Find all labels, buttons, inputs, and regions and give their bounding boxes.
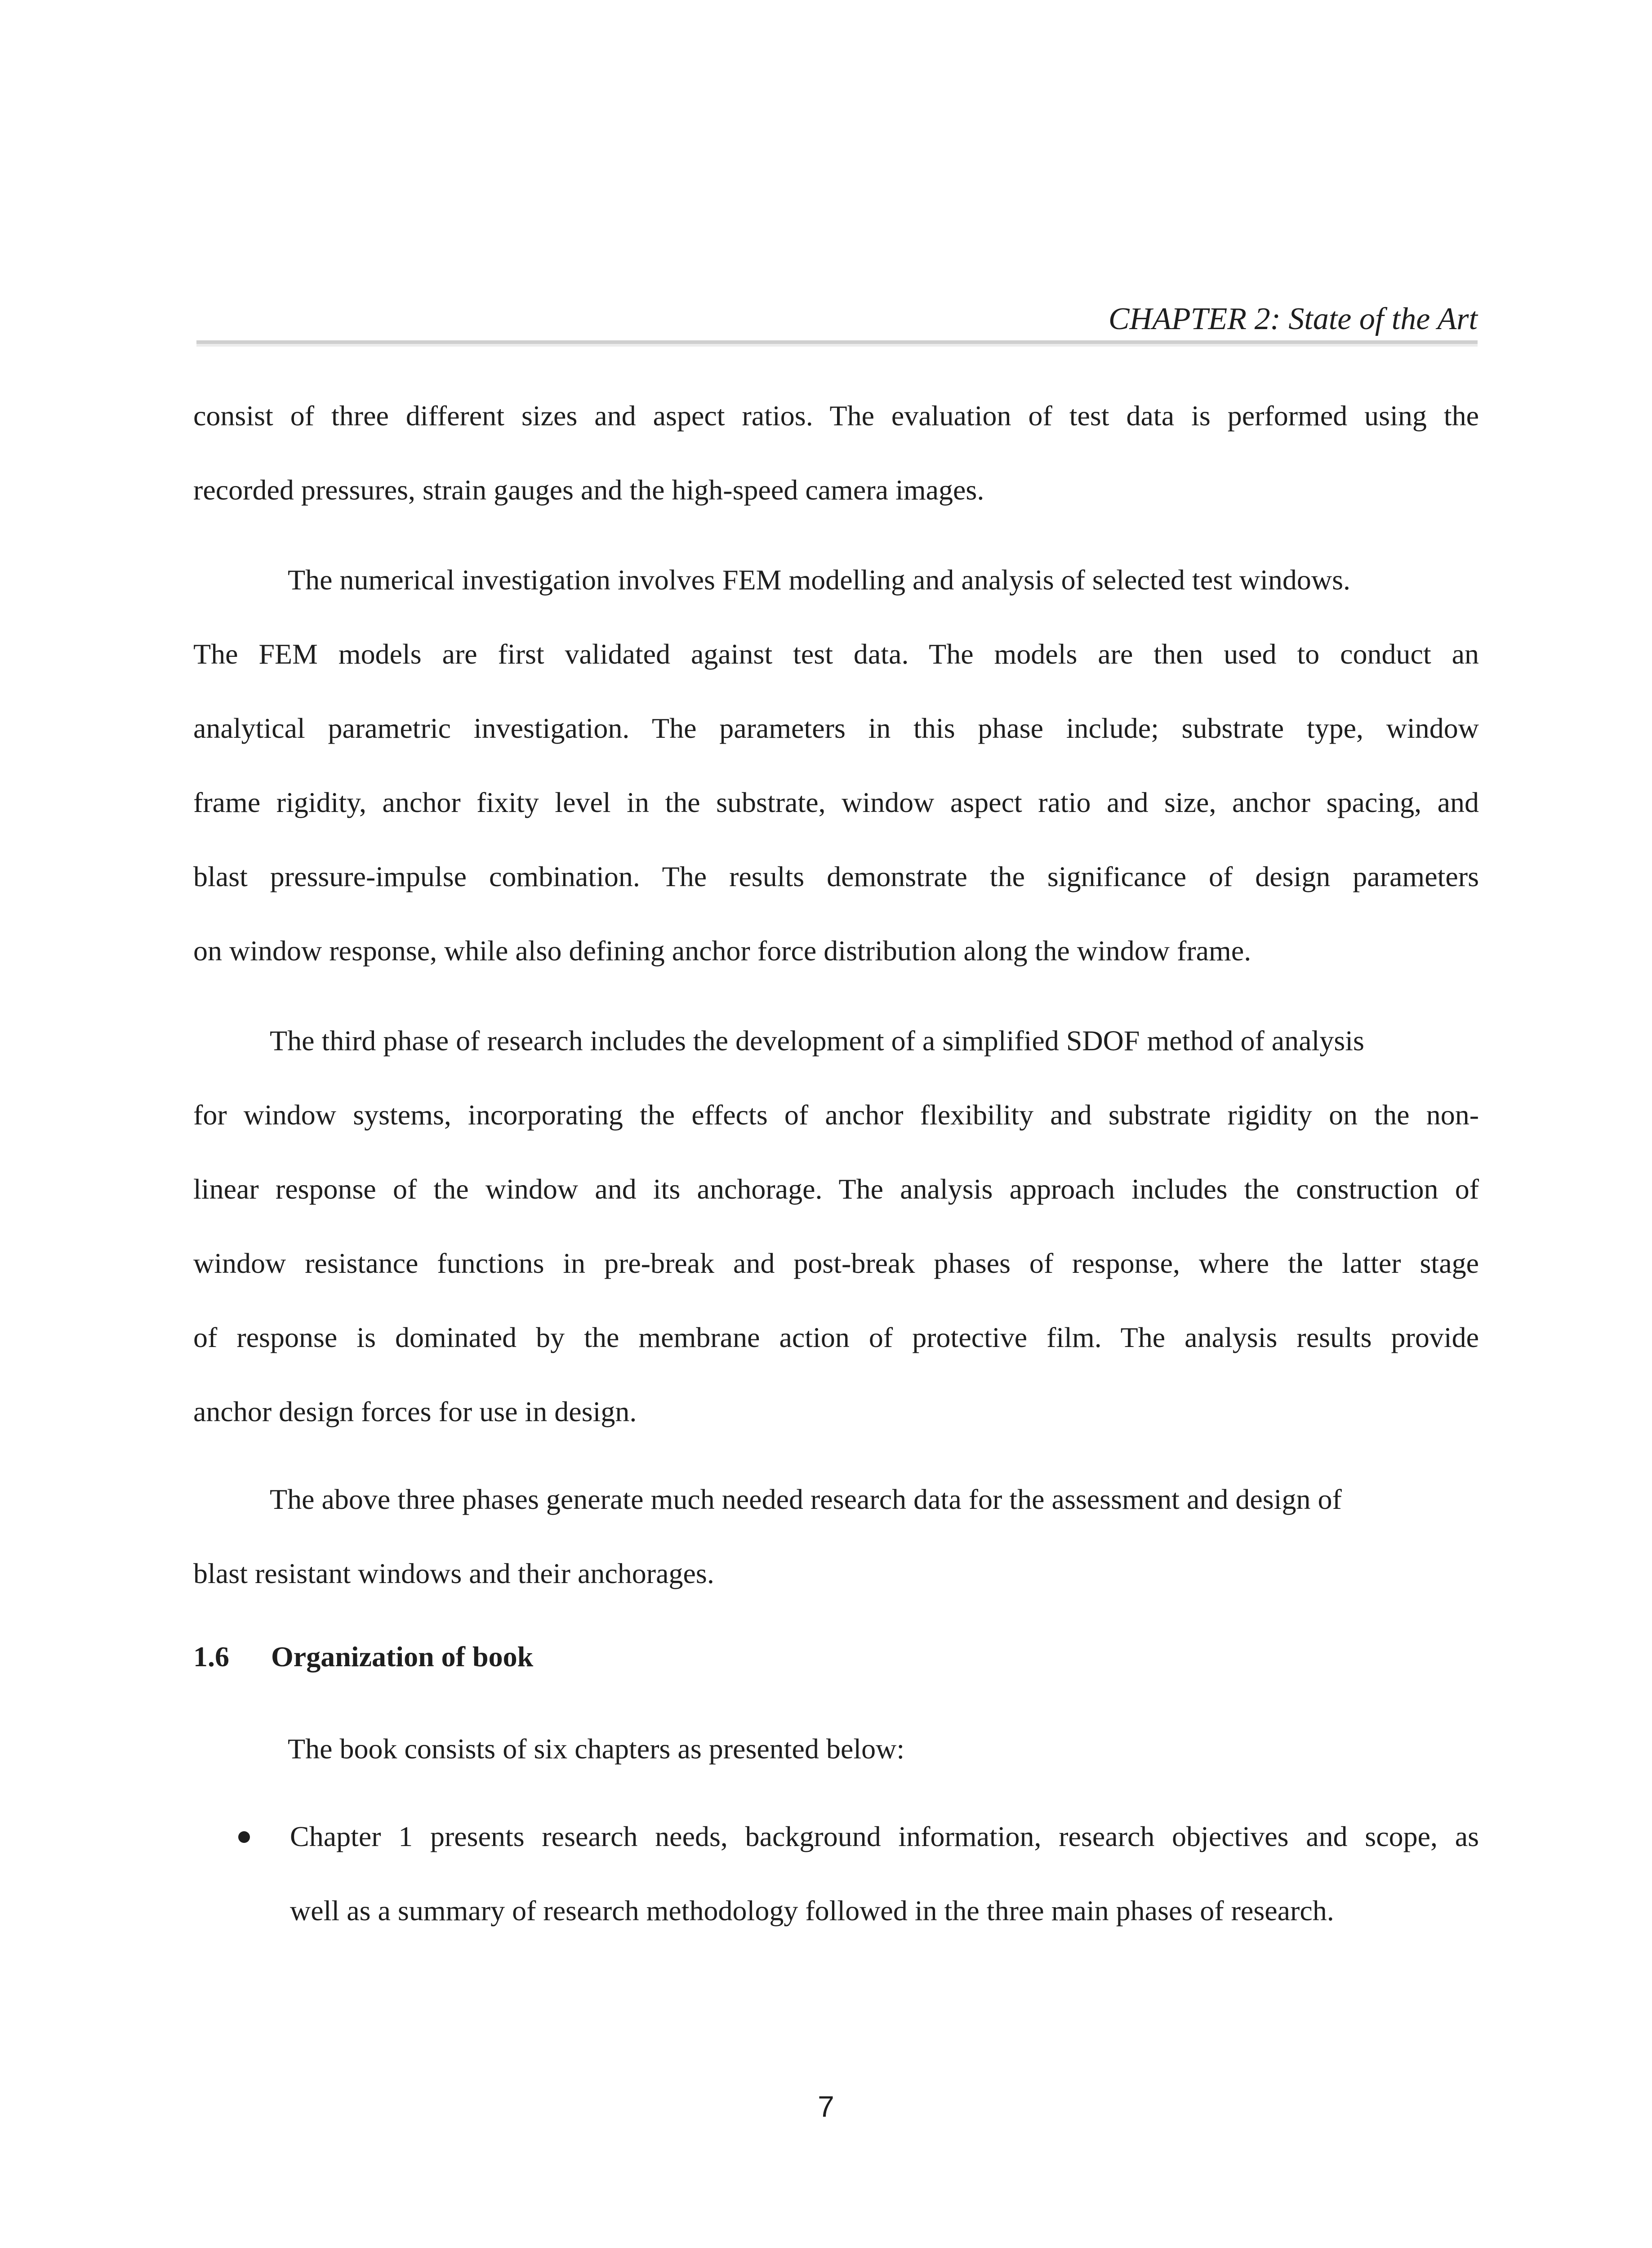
paragraph-3-line-1: The third phase of research includes the development of a simplified SDOF method of analysis [270,1025,1364,1057]
paragraph-2-line-3: analytical parametric investigation. The parameters in this phase include; substrate type, window [193,712,1479,744]
list-item-line-2: well as a summary of research methodology followed in the three main phases of research. [290,1895,1334,1927]
paragraph-3-line-3: linear response of the window and its anchorage. The analysis approach includes the construction of [193,1173,1479,1205]
paragraph-4-line-1: The above three phases generate much needed research data for the assessment and design of [270,1483,1342,1515]
paragraph-1-line-2: recorded pressures, strain gauges and the high-speed camera images. [193,474,984,506]
paragraph-3-line-4: window resistance functions in pre-break and post-break phases of response, where the latter stage [193,1247,1479,1279]
section-title: Organization of book [271,1641,534,1673]
paragraph-2-line-1: The numerical investigation involves FEM modelling and analysis of selected test windows. [288,564,1350,596]
running-head: CHAPTER 2: State of the Art [1108,302,1478,336]
header-rule [196,340,1478,347]
paragraph-3-line-2: for window systems, incorporating the effects of anchor flexibility and substrate rigidity on the non- [193,1099,1479,1131]
paragraph-1-line-1: consist of three different sizes and aspect ratios. The evaluation of test data is performed using the [193,400,1479,432]
paragraph-3-line-6: anchor design forces for use in design. [193,1396,637,1427]
section-intro: The book consists of six chapters as presented below: [288,1733,905,1765]
page-number: 7 [818,2090,834,2123]
paragraph-2-line-6: on window response, while also defining anchor force distribution along the window frame. [193,935,1251,967]
paragraph-2-line-2: The FEM models are first validated against test data. The models are then used to conduct an [193,638,1479,670]
section-number: 1.6 [193,1641,229,1673]
paragraph-3-line-5: of response is dominated by the membrane action of protective film. The analysis results provide [193,1321,1479,1353]
bullet-icon [238,1831,250,1843]
page-header [196,299,1478,344]
paragraph-2-line-5: blast pressure-impulse combination. The results demonstrate the significance of design parameters [193,861,1479,892]
list-item-line-1: Chapter 1 presents research needs, background information, research objectives and scope, as [290,1820,1479,1852]
paragraph-4-line-2: blast resistant windows and their anchorages. [193,1557,714,1589]
paragraph-2-line-4: frame rigidity, anchor fixity level in the substrate, window aspect ratio and size, anchor spacing, and [193,786,1479,818]
